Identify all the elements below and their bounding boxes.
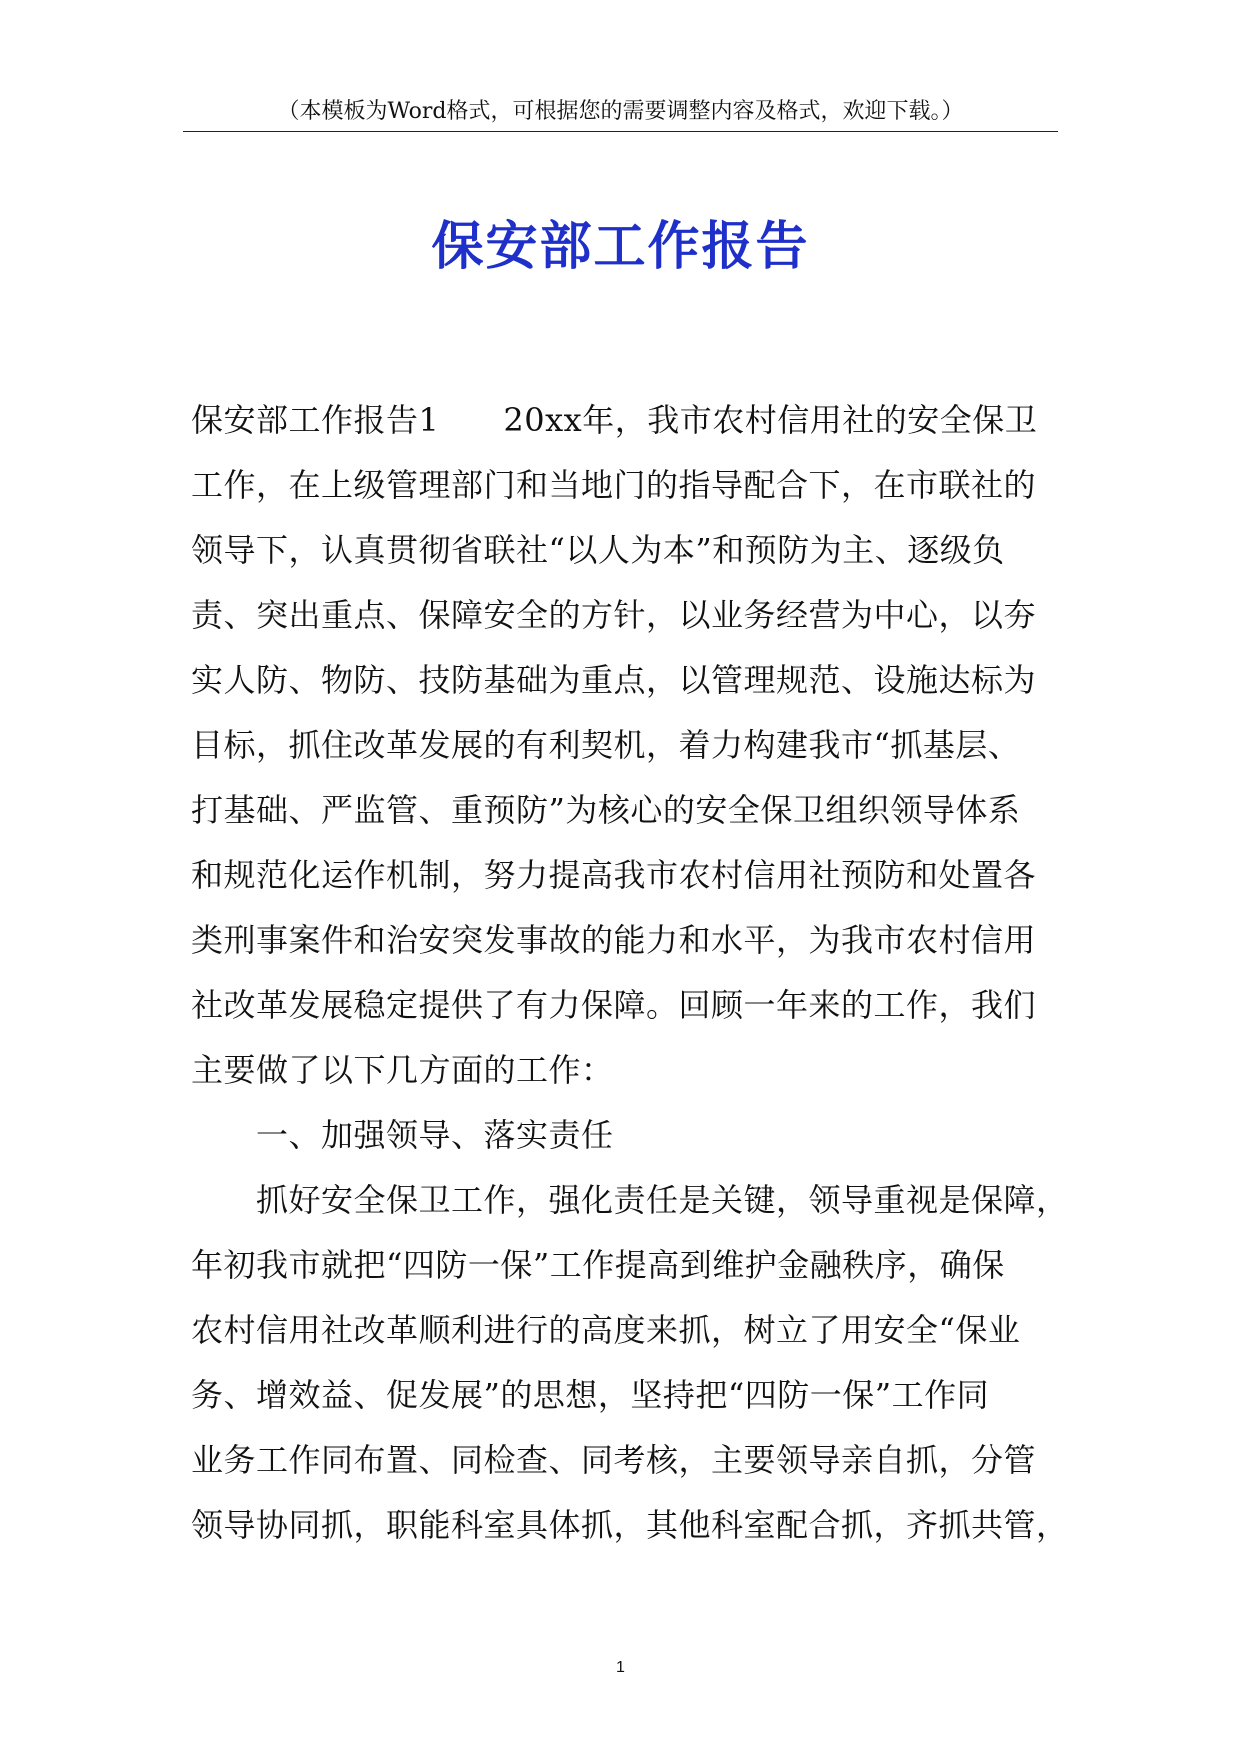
paragraph-line: 责、突出重点、保障安全的方针，以业务经营为中心，以夯 [191,596,1037,634]
paragraph-line: 实人防、物防、技防基础为重点，以管理规范、设施达标为 [191,661,1037,699]
paragraph-line: 务、增效益、促发展”的思想，坚持把“四防一保”工作同 [191,1376,990,1414]
page-number: 1 [616,1659,625,1676]
header-divider [183,131,1058,132]
paragraph-line: 目标，抓住改革发展的有利契机，着力构建我市“抓基层、 [191,726,1021,764]
document-title: 保安部工作报告 [431,216,810,277]
paragraph-line: 年初我市就把“四防一保”工作提高到维护金融秩序，确保 [191,1246,1005,1284]
paragraph-line: 类刑事案件和治安突发事故的能力和水平，为我市农村信用 [191,921,1037,959]
section-heading: 一、加强领导、落实责任 [256,1116,614,1154]
paragraph-line: 领导下，认真贯彻省联社“以人为本”和预防为主、逐级负 [191,531,1005,569]
paragraph-line [191,388,1051,453]
template-notice: （本模板为Word格式，可根据您的需要调整内容及格式，欢迎下载。） [277,99,964,124]
paragraph-line: 农村信用社改革顺利进行的高度来抓，树立了用安全“保业 [191,1311,1021,1349]
document-body [191,388,1069,1558]
paragraph-line: 领导协同抓，职能科室具体抓，其他科室配合抓，齐抓共管， [191,1506,1069,1544]
section-label: 保安部工作报告1 [191,401,440,439]
paragraph-line: 主要做了以下几方面的工作： [191,1051,614,1089]
paragraph-line: 打基础、严监管、重预防”为核心的安全保卫组织领导体系 [191,791,1021,829]
line-text: 20xx年，我市农村信用社的安全保卫 [503,401,1038,439]
paragraph-line: 抓好安全保卫工作，强化责任是关键，领导重视是保障， [256,1181,1069,1219]
paragraph-line: 工作，在上级管理部门和当地门的指导配合下，在市联社的 [191,466,1037,504]
paragraph-line: 业务工作同布置、同检查、同考核，主要领导亲自抓，分管 [191,1441,1037,1479]
paragraph-line: 和规范化运作机制，努力提高我市农村信用社预防和处置各 [191,856,1037,894]
paragraph-line: 社改革发展稳定提供了有力保障。回顾一年来的工作，我们 [191,986,1037,1024]
